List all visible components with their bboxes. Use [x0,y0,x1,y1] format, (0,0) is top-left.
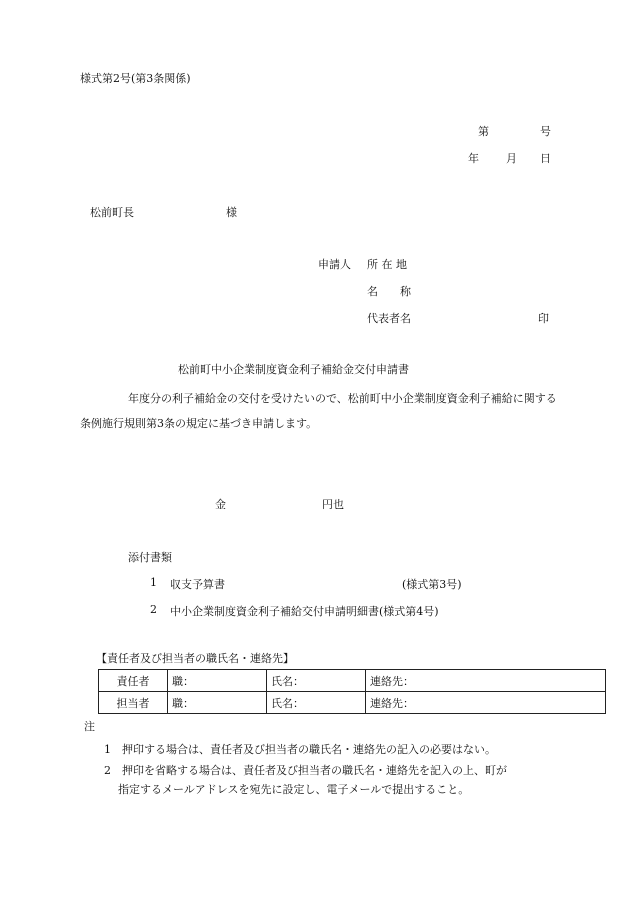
doc-number-prefix: 第 [478,125,489,138]
attachments-heading: 添付書類 [128,551,172,564]
applicant-name-label: 名 称 [367,285,411,298]
contacts-row-staff [99,692,606,714]
date-day: 日 [540,152,551,165]
seal-mark: 印 [538,312,549,325]
addressee-name: 松前町長 [90,206,134,219]
contacts-heading: 【責任者及び担当者の職氏名・連絡先】 [96,652,294,665]
notes-heading: 注 [84,720,95,733]
applicant-rep-label: 代表者名 [367,312,411,325]
name-field[interactable]: 氏名： [267,692,366,714]
note-1: 1 押印する場合は、責任者及び担当者の職氏名・連絡先の記入の必要はない。 [104,743,496,756]
body-line-1: 年度分の利子補給金の交付を受けたいので、松前町中小企業制度資金利子補給に関する [128,392,557,405]
amount-prefix: 金 [215,498,226,511]
form-label: 様式第2号(第3条関係) [80,72,191,85]
note-2-line-1: 2 押印を省略する場合は、責任者及び担当者の職氏名・連絡先を記入の上、町が [104,764,507,777]
title-field[interactable]: 職： [168,692,267,714]
amount-suffix: 円也 [322,498,344,511]
attachment-form-1: (様式第3号) [402,578,462,591]
attachment-num-2: 2 [150,603,157,616]
contacts-row-responsible [99,670,606,692]
attachment-name-1: 収支予算書 [170,578,225,591]
name-field[interactable]: 氏名： [267,670,366,692]
document-title: 松前町中小企業制度資金利子補給金交付申請書 [178,363,409,376]
date-month: 月 [506,152,517,165]
doc-number-suffix: 号 [540,125,551,138]
contact-field[interactable]: 連絡先： [366,692,606,714]
contacts-table [98,669,606,714]
date-year: 年 [468,152,479,165]
note-2-line-2: 指定するメールアドレスを宛先に設定し、電子メールで提出すること。 [118,783,470,796]
title-field[interactable]: 職： [168,670,267,692]
applicant-address-label: 所 在 地 [367,258,407,271]
body-line-2: 条例施行規則第3条の規定に基づき申請します。 [80,417,318,430]
applicant-label: 申請人 [318,258,351,271]
role-cell: 責任者 [99,670,168,692]
addressee-honorific: 様 [226,206,237,219]
role-cell: 担当者 [99,692,168,714]
contact-field[interactable]: 連絡先： [366,670,606,692]
attachment-name-2: 中小企業制度資金利子補給交付申請明細書(様式第4号) [170,605,439,618]
attachment-num-1: 1 [150,576,157,589]
